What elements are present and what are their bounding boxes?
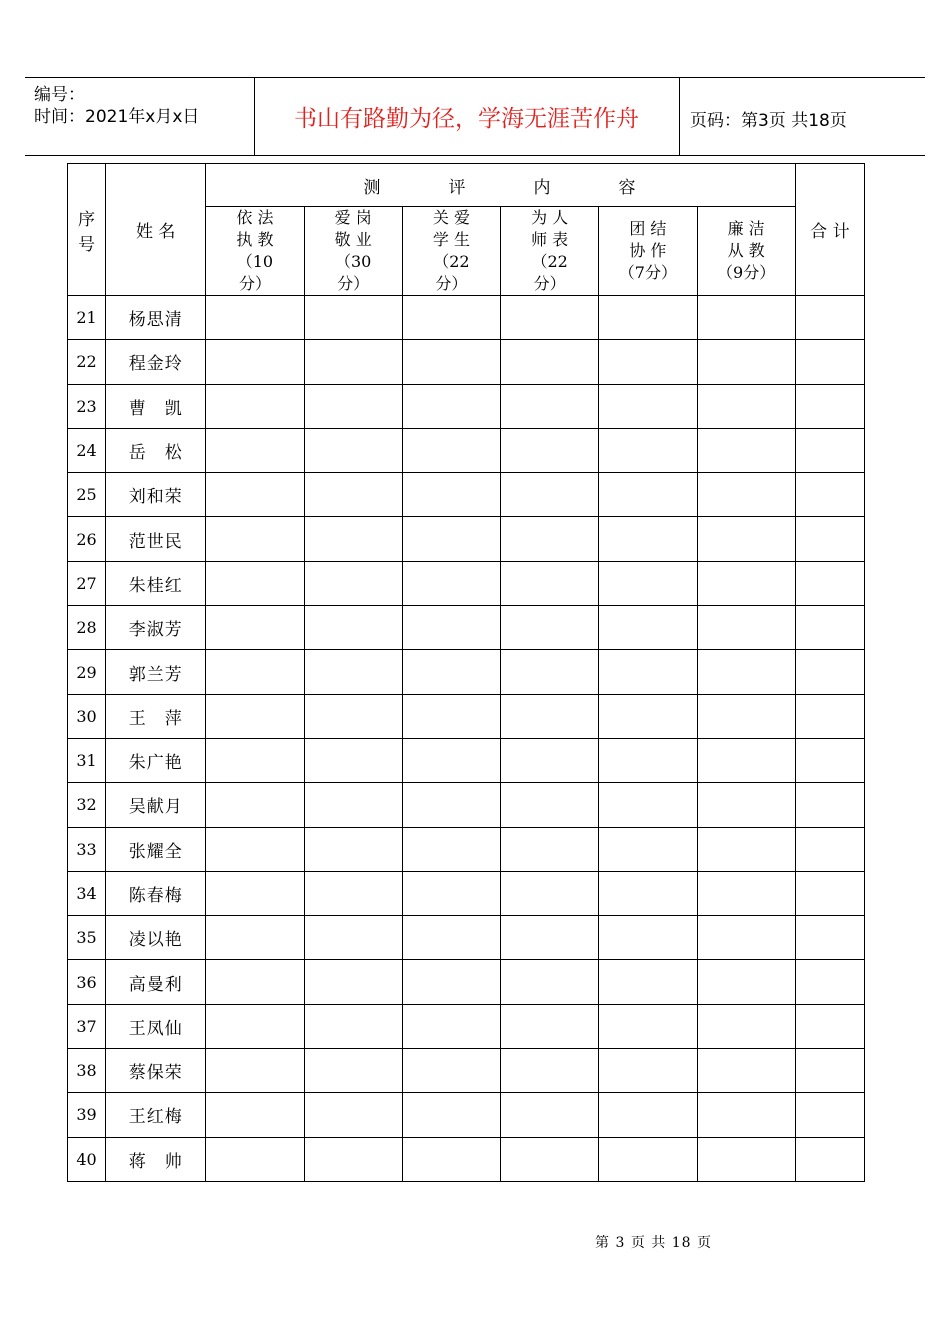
score-cell[interactable] [304, 473, 402, 517]
row-name: 范世民 [106, 517, 206, 561]
total-cell[interactable] [795, 340, 864, 384]
score-cell[interactable] [304, 606, 402, 650]
total-cell[interactable] [795, 1093, 864, 1137]
score-cell[interactable] [206, 827, 304, 871]
score-cell[interactable] [402, 1137, 500, 1181]
score-cell[interactable] [599, 1093, 697, 1137]
score-cell[interactable] [599, 871, 697, 915]
score-cell[interactable] [501, 1004, 599, 1048]
score-cell[interactable] [501, 340, 599, 384]
score-cell[interactable] [304, 916, 402, 960]
score-cell[interactable] [304, 296, 402, 340]
score-cell[interactable] [206, 340, 304, 384]
score-cell[interactable] [206, 1093, 304, 1137]
row-name: 杨思清 [106, 296, 206, 340]
table-row [68, 1049, 865, 1093]
row-number: 30 [68, 694, 106, 738]
score-cell[interactable] [206, 1137, 304, 1181]
score-cell[interactable] [501, 1093, 599, 1137]
score-cell[interactable] [697, 606, 795, 650]
total-cell[interactable] [795, 916, 864, 960]
row-number: 24 [68, 428, 106, 472]
score-cell[interactable] [697, 1093, 795, 1137]
row-number: 35 [68, 916, 106, 960]
score-cell[interactable] [206, 473, 304, 517]
score-cell[interactable] [501, 827, 599, 871]
score-cell[interactable] [402, 738, 500, 782]
score-cell[interactable] [304, 340, 402, 384]
score-cell[interactable] [501, 783, 599, 827]
header-motto: 书山有路勤为径，学海无涯苦作舟 [294, 106, 639, 132]
score-cell[interactable] [599, 1049, 697, 1093]
score-cell[interactable] [697, 561, 795, 605]
row-number: 26 [68, 517, 106, 561]
score-cell[interactable] [599, 296, 697, 340]
score-cell[interactable] [599, 1137, 697, 1181]
row-number: 21 [68, 296, 106, 340]
score-cell[interactable] [697, 783, 795, 827]
row-number: 28 [68, 606, 106, 650]
row-number: 29 [68, 650, 106, 694]
score-cell[interactable] [304, 561, 402, 605]
score-cell[interactable] [304, 1004, 402, 1048]
table-row [68, 1093, 865, 1137]
score-cell[interactable] [501, 960, 599, 1004]
row-number: 40 [68, 1137, 106, 1181]
score-cell[interactable] [501, 871, 599, 915]
score-cell[interactable] [697, 960, 795, 1004]
score-cell[interactable] [599, 827, 697, 871]
evaluation-table [67, 163, 865, 1182]
score-cell[interactable] [501, 1049, 599, 1093]
score-cell[interactable] [402, 827, 500, 871]
column-group-evaluation: 测 评 内 容 [206, 164, 795, 207]
score-cell[interactable] [304, 960, 402, 1004]
score-cell[interactable] [402, 694, 500, 738]
column-header-no: 序 号 [68, 164, 106, 296]
total-cell[interactable] [795, 1049, 864, 1093]
score-cell[interactable] [402, 1093, 500, 1137]
row-name: 蒋 帅 [106, 1137, 206, 1181]
header-divider [679, 77, 680, 155]
score-cell[interactable] [206, 384, 304, 428]
score-cell[interactable] [697, 827, 795, 871]
score-cell[interactable] [402, 916, 500, 960]
score-cell[interactable] [599, 738, 697, 782]
score-cell[interactable] [599, 960, 697, 1004]
score-cell[interactable] [402, 517, 500, 561]
score-cell[interactable] [304, 694, 402, 738]
row-name: 郭兰芳 [106, 650, 206, 694]
score-cell[interactable] [206, 783, 304, 827]
table-row [68, 606, 865, 650]
score-cell[interactable] [304, 1137, 402, 1181]
table-row [68, 384, 865, 428]
score-cell[interactable] [599, 916, 697, 960]
footer-page-number: 3 [615, 1235, 626, 1251]
score-cell[interactable] [501, 473, 599, 517]
score-cell[interactable] [697, 340, 795, 384]
total-cell[interactable] [795, 694, 864, 738]
score-cell[interactable] [697, 694, 795, 738]
row-name: 刘和荣 [106, 473, 206, 517]
score-cell[interactable] [206, 606, 304, 650]
score-cell[interactable] [697, 1004, 795, 1048]
score-cell[interactable] [697, 871, 795, 915]
row-number: 22 [68, 340, 106, 384]
row-name: 李淑芳 [106, 606, 206, 650]
total-cell[interactable] [795, 517, 864, 561]
total-cell[interactable] [795, 650, 864, 694]
row-name: 岳 松 [106, 428, 206, 472]
time-label: 时间：2021年x月x日 [34, 107, 200, 127]
score-cell[interactable] [402, 650, 500, 694]
row-number: 38 [68, 1049, 106, 1093]
score-cell[interactable] [697, 916, 795, 960]
table-row [68, 1004, 865, 1048]
score-cell[interactable] [402, 1004, 500, 1048]
total-cell[interactable] [795, 561, 864, 605]
total-cell[interactable] [795, 606, 864, 650]
table-row [68, 296, 865, 340]
score-cell[interactable] [599, 606, 697, 650]
score-cell[interactable] [304, 384, 402, 428]
score-cell[interactable] [599, 384, 697, 428]
column-header-criterion: 爱 岗 敬 业 （30 分） [304, 207, 402, 296]
score-cell[interactable] [206, 1004, 304, 1048]
page-footer: 第 3 页 共 18 页 [595, 1235, 713, 1251]
row-number: 23 [68, 384, 106, 428]
total-cell[interactable] [795, 473, 864, 517]
table-row [68, 428, 865, 472]
score-cell[interactable] [304, 738, 402, 782]
table-row [68, 783, 865, 827]
total-cell[interactable] [795, 827, 864, 871]
score-cell[interactable] [206, 296, 304, 340]
row-name: 朱桂红 [106, 561, 206, 605]
table-row [68, 694, 865, 738]
total-cell[interactable] [795, 384, 864, 428]
score-cell[interactable] [206, 960, 304, 1004]
row-name: 陈春梅 [106, 871, 206, 915]
score-cell[interactable] [402, 473, 500, 517]
table-row [68, 517, 865, 561]
total-cell[interactable] [795, 1004, 864, 1048]
score-cell[interactable] [304, 428, 402, 472]
row-name: 朱广艳 [106, 738, 206, 782]
score-cell[interactable] [402, 606, 500, 650]
table-row [68, 1137, 865, 1181]
score-cell[interactable] [501, 916, 599, 960]
total-cell[interactable] [795, 960, 864, 1004]
row-number: 36 [68, 960, 106, 1004]
column-header-criterion: 团 结 协 作 （7分） [599, 207, 697, 296]
score-cell[interactable] [501, 428, 599, 472]
row-name: 凌以艳 [106, 916, 206, 960]
score-cell[interactable] [206, 428, 304, 472]
total-cell[interactable] [795, 428, 864, 472]
total-cell[interactable] [795, 871, 864, 915]
score-cell[interactable] [402, 384, 500, 428]
score-cell[interactable] [501, 650, 599, 694]
column-header-criterion: 廉 洁 从 教 （9分） [697, 207, 795, 296]
score-cell[interactable] [304, 1093, 402, 1137]
score-cell[interactable] [304, 783, 402, 827]
score-cell[interactable] [501, 606, 599, 650]
score-cell[interactable] [501, 384, 599, 428]
row-name: 高曼利 [106, 960, 206, 1004]
table-row [68, 916, 865, 960]
score-cell[interactable] [402, 561, 500, 605]
row-name: 蔡保荣 [106, 1049, 206, 1093]
score-cell[interactable] [697, 738, 795, 782]
row-number: 37 [68, 1004, 106, 1048]
header-bottom-rule [25, 155, 925, 156]
table-row [68, 340, 865, 384]
total-cell[interactable] [795, 1137, 864, 1181]
table-row [68, 827, 865, 871]
table-row [68, 650, 865, 694]
score-cell[interactable] [697, 296, 795, 340]
score-cell[interactable] [599, 1004, 697, 1048]
score-cell[interactable] [697, 517, 795, 561]
score-cell[interactable] [402, 428, 500, 472]
score-cell[interactable] [501, 561, 599, 605]
score-cell[interactable] [599, 428, 697, 472]
score-cell[interactable] [501, 738, 599, 782]
score-cell[interactable] [402, 340, 500, 384]
column-header-name: 姓 名 [106, 164, 206, 296]
total-cell[interactable] [795, 783, 864, 827]
score-cell[interactable] [206, 871, 304, 915]
score-cell[interactable] [697, 650, 795, 694]
score-cell[interactable] [501, 694, 599, 738]
score-cell[interactable] [206, 561, 304, 605]
row-name: 程金玲 [106, 340, 206, 384]
column-header-criterion: 关 爱 学 生 （22 分） [402, 207, 500, 296]
table-row [68, 960, 865, 1004]
score-cell[interactable] [304, 1049, 402, 1093]
row-name: 吴献月 [106, 783, 206, 827]
table-row [68, 871, 865, 915]
table-row [68, 473, 865, 517]
row-number: 31 [68, 738, 106, 782]
row-number: 33 [68, 827, 106, 871]
score-cell[interactable] [402, 1049, 500, 1093]
row-name: 王凤仙 [106, 1004, 206, 1048]
score-cell[interactable] [599, 650, 697, 694]
score-cell[interactable] [206, 1049, 304, 1093]
header-meta [34, 84, 199, 128]
row-name: 王红梅 [106, 1093, 206, 1137]
score-cell[interactable] [402, 296, 500, 340]
row-name: 张耀全 [106, 827, 206, 871]
header-page-label: 页码：第3页 共18页 [690, 111, 847, 131]
row-number: 27 [68, 561, 106, 605]
score-cell[interactable] [599, 783, 697, 827]
row-number: 25 [68, 473, 106, 517]
score-cell[interactable] [599, 561, 697, 605]
score-cell[interactable] [697, 1049, 795, 1093]
score-cell[interactable] [599, 694, 697, 738]
row-number: 32 [68, 783, 106, 827]
score-cell[interactable] [206, 650, 304, 694]
score-cell[interactable] [697, 1137, 795, 1181]
score-cell[interactable] [697, 428, 795, 472]
score-cell[interactable] [697, 473, 795, 517]
footer-total-pages: 18 [671, 1235, 692, 1251]
row-name: 曹 凯 [106, 384, 206, 428]
score-cell[interactable] [697, 384, 795, 428]
score-cell[interactable] [206, 694, 304, 738]
score-cell[interactable] [501, 296, 599, 340]
row-number: 39 [68, 1093, 106, 1137]
score-cell[interactable] [501, 517, 599, 561]
row-name: 王 萍 [106, 694, 206, 738]
table-row [68, 738, 865, 782]
column-header-criterion: 依 法 执 教 （10 分） [206, 207, 304, 296]
score-cell[interactable] [501, 1137, 599, 1181]
row-number: 34 [68, 871, 106, 915]
total-cell[interactable] [795, 738, 864, 782]
column-header-total: 合 计 [795, 164, 864, 296]
code-label: 编号： [34, 85, 85, 105]
score-cell[interactable] [599, 340, 697, 384]
score-cell[interactable] [304, 871, 402, 915]
score-cell[interactable] [599, 517, 697, 561]
score-cell[interactable] [206, 517, 304, 561]
header-top-rule [25, 77, 925, 78]
column-header-criterion: 为 人 师 表 （22 分） [501, 207, 599, 296]
table-row [68, 561, 865, 605]
total-cell[interactable] [795, 296, 864, 340]
score-cell[interactable] [206, 738, 304, 782]
score-cell[interactable] [206, 916, 304, 960]
score-cell[interactable] [599, 473, 697, 517]
score-cell[interactable] [304, 827, 402, 871]
score-cell[interactable] [304, 650, 402, 694]
score-cell[interactable] [402, 871, 500, 915]
score-cell[interactable] [402, 783, 500, 827]
score-cell[interactable] [304, 517, 402, 561]
score-cell[interactable] [402, 960, 500, 1004]
